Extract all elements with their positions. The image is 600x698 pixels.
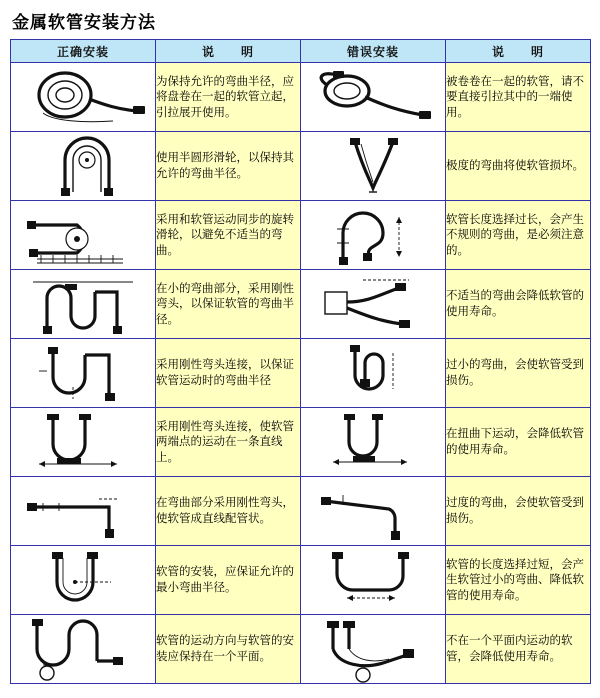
description-wrong: 软管长度选择过长，会产生不规则的弯曲，是必须注意的。 [446, 201, 591, 270]
table-row [11, 477, 591, 546]
figure-over-bending [301, 477, 446, 546]
description-correct: 采用刚性弯头连接，以保证软管运动时的弯曲半径 [156, 339, 301, 408]
description-wrong: 被卷卷在一起的软管，请不要直接引拉其中的一端使用。 [446, 63, 591, 132]
description-correct: 软管的安装，应保证允许的最小弯曲半径。 [156, 546, 301, 615]
table-row [11, 339, 591, 408]
description-correct: 采用和软管运动同步的旋转滑轮，以避免不适当的弯曲。 [156, 201, 301, 270]
figure-same-plane-motion [11, 615, 156, 684]
table-row [11, 546, 591, 615]
figure-straight-line-motion [11, 408, 156, 477]
description-wrong: 在扭曲下运动，会降低软管的使用寿命。 [446, 408, 591, 477]
figure-improper-bend [301, 270, 446, 339]
description-correct: 为保持允许的弯曲半径，应将盘卷在一起的软管立起，引拉展开使用。 [156, 63, 301, 132]
description-wrong: 极度的弯曲将使软管损坏。 [446, 132, 591, 201]
description-wrong: 过小的弯曲，会使软管受到损伤。 [446, 339, 591, 408]
description-correct: 采用刚性弯头连接，使软管两端点的运动在一条直线上。 [156, 408, 301, 477]
header-wrong-description: 说 明 [446, 40, 591, 63]
table-row [11, 201, 591, 270]
hose-installation-table [10, 39, 591, 684]
description-correct: 软管的运动方向与软管的安装应保持在一个平面。 [156, 615, 301, 684]
figure-semicircular-pulley [11, 132, 156, 201]
table-row [11, 132, 591, 201]
table-row [11, 615, 591, 684]
description-wrong: 不适当的弯曲会降低软管的使用寿命。 [446, 270, 591, 339]
figure-rigid-elbow-small-bend [11, 270, 156, 339]
table-row [11, 63, 591, 132]
figure-excess-length-loop [301, 201, 446, 270]
figure-rigid-elbow-connection [11, 339, 156, 408]
table-row [11, 270, 591, 339]
description-wrong: 不在一个平面内运动的软管，会降低使用寿命。 [446, 615, 591, 684]
page-title: 金属软管安装方法 [12, 13, 156, 33]
figure-straight-piping-elbow [11, 477, 156, 546]
header-correct-description: 说 明 [156, 40, 301, 63]
header-wrong-install: 错误安装 [301, 40, 446, 63]
description-wrong: 过度的弯曲，会使软管受到损伤。 [446, 477, 591, 546]
description-correct: 在小的弯曲部分，采用刚性弯头，以保证软管的弯曲半径。 [156, 270, 301, 339]
figure-coiled-hose-pulled [301, 63, 446, 132]
figure-coiled-hose-standing [11, 63, 156, 132]
description-correct: 在弯曲部分采用刚性弯头，使软管成直线配管状。 [156, 477, 301, 546]
header-correct-install: 正确安装 [11, 40, 156, 63]
description-wrong: 软管的长度选择过短，会产生软管过小的弯曲、降低软管的使用寿命。 [446, 546, 591, 615]
description-correct: 使用半圆形滑轮，以保持其允许的弯曲半径。 [156, 132, 301, 201]
figure-minimum-bend-radius [11, 546, 156, 615]
figure-twisting-motion [301, 408, 446, 477]
figure-sharp-bend-hose [301, 132, 446, 201]
figure-out-of-plane-motion [301, 615, 446, 684]
table-row [11, 408, 591, 477]
table-header-row [11, 40, 591, 63]
figure-too-long-hose [301, 546, 446, 615]
figure-synchronized-rotating-pulley [11, 201, 156, 270]
figure-too-small-bend [301, 339, 446, 408]
